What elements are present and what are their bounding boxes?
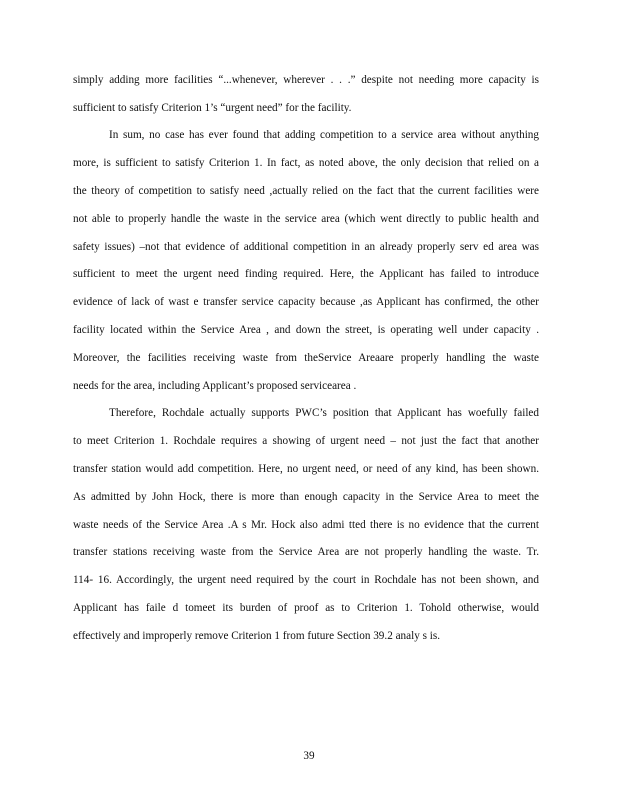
body-line: transfer stations receiving waste from the Service Area are not properly handling the waste. Tr. [73,546,539,558]
body-line: waste needs of the Service Area .A s Mr. Hock also admi tted there is no evidence that the current [73,519,539,531]
page-number: 39 [303,750,315,762]
body-line: Moreover, the facilities receiving waste from theService Areaare properly handling the waste [73,352,539,364]
body-line: Therefore, Rochdale actually supports PWC’s position that Applicant has woefully failed [109,407,539,419]
body-line: sufficient to satisfy Criterion 1’s “urgent need” for the facility. [73,102,352,114]
body-line: to meet Criterion 1. Rochdale requires a showing of urgent need – not just the fact that another [73,435,539,447]
body-line: Applicant has faile d tomeet its burden of proof as to Criterion 1. Tohold otherwise, would [73,602,539,614]
body-line: simply adding more facilities “...whenever, wherever . . .” despite not needing more capacity is [73,74,539,86]
body-line: evidence of lack of wast e transfer service capacity because ,as Applicant has confirmed, the other [73,296,539,308]
body-line: transfer station would add competition. Here, no urgent need, or need of any kind, has been shown. [73,463,539,475]
body-line: not able to properly handle the waste in the service area (which went directly to public health and [73,213,539,225]
body-line: more, is sufficient to satisfy Criterion 1. In fact, as noted above, the only decision that relied on a [73,157,539,169]
body-line: needs for the area, including Applicant’s proposed servicearea . [73,380,357,392]
body-line: the theory of competition to satisfy need ,actually relied on the fact that the current facilities were [73,185,539,197]
body-line: sufficient to meet the urgent need finding required. Here, the Applicant has failed to introduce [73,268,539,280]
body-line: In sum, no case has ever found that adding competition to a service area without anything [109,129,539,141]
body-line: safety issues) –not that evidence of additional competition in an already properly serv ed area was [73,241,539,253]
body-line: As admitted by John Hock, there is more than enough capacity in the Service Area to meet the [73,491,539,503]
body-line: facility located within the Service Area , and down the street, is operating well under capacity . [73,324,539,336]
body-line: effectively and improperly remove Criterion 1 from future Section 39.2 analy s is. [73,630,441,642]
body-line: 114- 16. Accordingly, the urgent need required by the court in Rochdale has not been shown, and [73,574,539,586]
